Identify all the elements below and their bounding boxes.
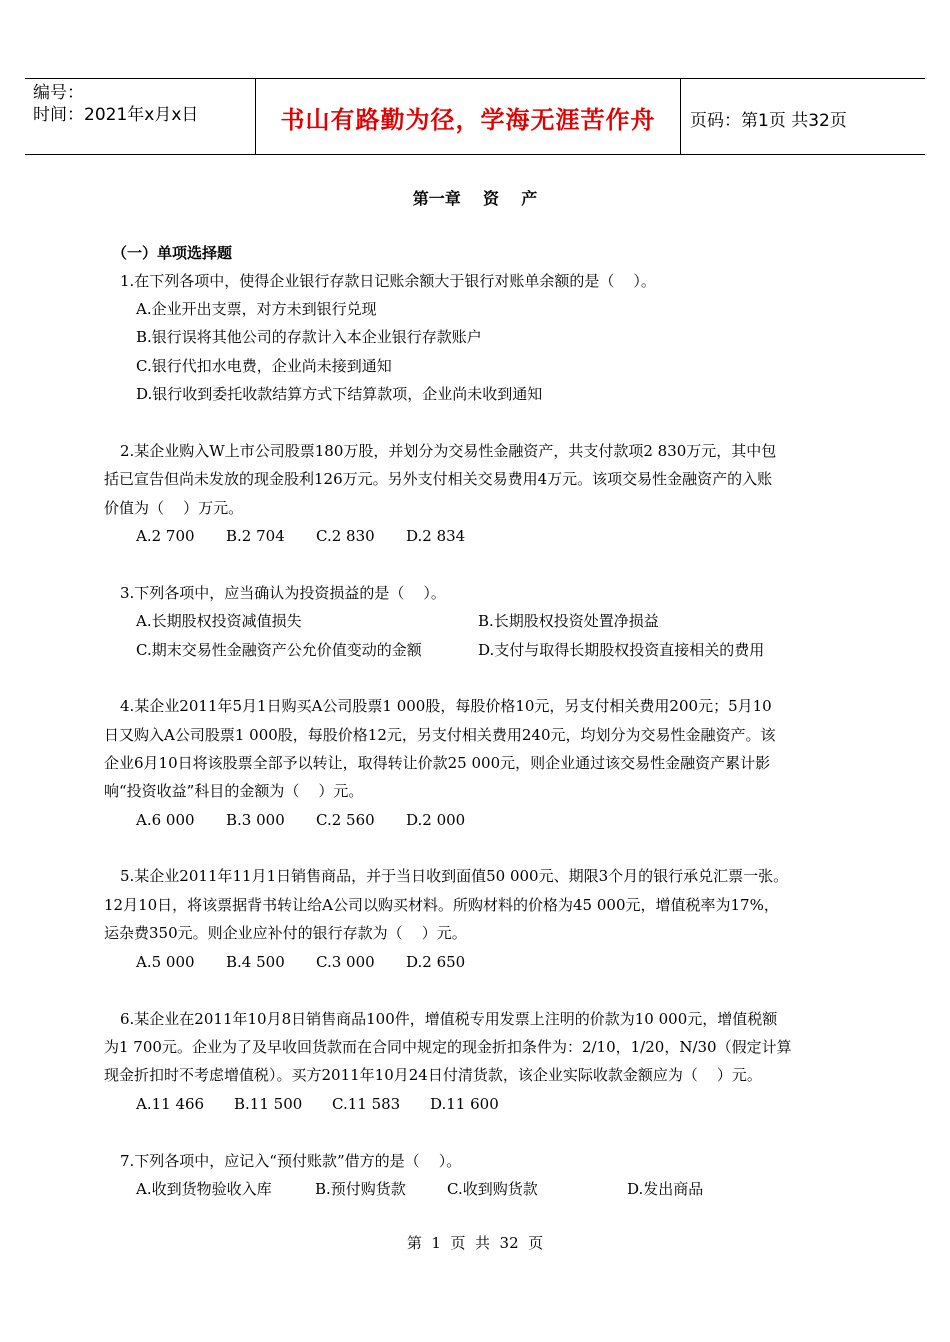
section-title: （一）单项选择题 bbox=[112, 244, 233, 262]
question-5-option-a: A.5 000 bbox=[136, 953, 195, 971]
question-7-option-b: B.预付购货款 bbox=[315, 1180, 406, 1198]
question-1-option-d: D.银行收到委托收款结算方式下结算款项，企业尚未收到通知 bbox=[136, 385, 543, 403]
question-3-option-b: B.长期股权投资处置净损益 bbox=[478, 612, 659, 630]
question-6-option-c: C.11 583 bbox=[332, 1095, 401, 1113]
question-1-option-a: A.企业开出支票，对方未到银行兑现 bbox=[136, 300, 377, 318]
question-5-option-d: D.2 650 bbox=[406, 953, 466, 971]
doc-number-label: 编号： bbox=[33, 83, 84, 103]
doc-time-label: 时间：2021年x月x日 bbox=[33, 105, 199, 125]
question-4-stem-line: 日又购入A公司股票1 000股，每股价格12元，另支付相关费用240元，均划分为交易性金融资产。该 bbox=[104, 726, 776, 744]
question-5-stem: 5.某企业2011年11月1日销售商品，并于当日收到面值50 000元、期限3个月的银行承兑汇票一张。 bbox=[120, 867, 789, 885]
question-4-stem-line: 企业6月10日将该股票全部予以转让，取得转让价款25 000元，则企业通过该交易性金融资产累计影 bbox=[104, 754, 771, 772]
question-2-option-c: C.2 830 bbox=[316, 527, 375, 545]
question-1-stem: 1.在下列各项中，使得企业银行存款日记账余额大于银行对账单余额的是（ ）。 bbox=[120, 272, 656, 290]
question-7-option-d: D.发出商品 bbox=[627, 1180, 704, 1198]
question-5-stem-line: 12月10日，将该票据背书转让给A公司以购买材料。所购材料的价格为45 000元，增值税率为17%， bbox=[104, 896, 779, 914]
question-7-option-a: A.收到货物验收入库 bbox=[136, 1180, 272, 1198]
question-3-option-a: A.长期股权投资减值损失 bbox=[136, 612, 302, 630]
question-3-option-c: C.期末交易性金融资产公允价值变动的金额 bbox=[136, 641, 422, 659]
header-meta bbox=[33, 82, 198, 126]
question-2-option-d: D.2 834 bbox=[406, 527, 466, 545]
question-4-option-d: D.2 000 bbox=[406, 811, 466, 829]
question-6-option-a: A.11 466 bbox=[136, 1095, 205, 1113]
question-4-stem-line: 响“投资收益”科目的金额为（ ）元。 bbox=[104, 782, 364, 800]
header-bottom-rule bbox=[25, 154, 925, 155]
question-3-stem: 3.下列各项中，应当确认为投资损益的是（ ）。 bbox=[120, 584, 446, 602]
question-6-option-d: D.11 600 bbox=[430, 1095, 499, 1113]
question-6-stem-line: 为1 700元。企业为了及早收回货款而在合同中规定的现金折扣条件为：2/10，1/20，N/30（假定计算 bbox=[104, 1038, 792, 1056]
question-5-stem-line: 运杂费350元。则企业应补付的银行存款为（ ）元。 bbox=[104, 924, 467, 942]
question-5-option-b: B.4 500 bbox=[226, 953, 285, 971]
question-2-option-b: B.2 704 bbox=[226, 527, 285, 545]
question-6-stem-line: 现金折扣时不考虑增值税）。买方2011年10月24日付清货款，该企业实际收款金额应为（ ）元。 bbox=[104, 1066, 762, 1084]
question-4-stem: 4.某企业2011年5月1日购买A公司股票1 000股，每股价格10元，另支付相关费用200元；5月10 bbox=[120, 697, 772, 715]
question-1-option-b: B.银行误将其他公司的存款计入本企业银行存款账户 bbox=[136, 328, 482, 346]
question-6-stem: 6.某企业在2011年10月8日销售商品100件，增值税专用发票上注明的价款为10 000元，增值税额 bbox=[120, 1010, 778, 1028]
header-top-rule bbox=[25, 78, 925, 79]
question-3-option-d: D.支付与取得长期股权投资直接相关的费用 bbox=[478, 641, 765, 659]
question-2-option-a: A.2 700 bbox=[136, 527, 195, 545]
question-7-option-c: C.收到购货款 bbox=[447, 1180, 538, 1198]
header-divider bbox=[680, 78, 681, 155]
page-footer: 第 1 页 共 32 页 bbox=[406, 1234, 544, 1252]
question-5-option-c: C.3 000 bbox=[316, 953, 375, 971]
question-2-stem: 2.某企业购入W上市公司股票180万股，并划分为交易性金融资产，共支付款项2 830万元，其中包 bbox=[120, 442, 777, 460]
chapter-title: 第一章 资 产 bbox=[412, 189, 538, 208]
question-4-option-a: A.6 000 bbox=[136, 811, 195, 829]
question-1-option-c: C.银行代扣水电费，企业尚未接到通知 bbox=[136, 357, 392, 375]
question-4-option-b: B.3 000 bbox=[226, 811, 285, 829]
question-2-stem-line: 价值为（ ）万元。 bbox=[104, 499, 244, 517]
question-7-stem: 7.下列各项中，应记入“预付账款”借方的是（ ）。 bbox=[120, 1152, 462, 1170]
question-6-option-b: B.11 500 bbox=[234, 1095, 303, 1113]
header-page-info: 页码：第1页 共32页 bbox=[690, 111, 847, 131]
question-4-option-c: C.2 560 bbox=[316, 811, 375, 829]
header-motto: 书山有路勤为径，学海无涯苦作舟 bbox=[280, 106, 656, 134]
question-2-stem-line: 括已宣告但尚未发放的现金股利126万元。另外支付相关交易费用4万元。该项交易性金融资产的入账 bbox=[104, 470, 773, 488]
